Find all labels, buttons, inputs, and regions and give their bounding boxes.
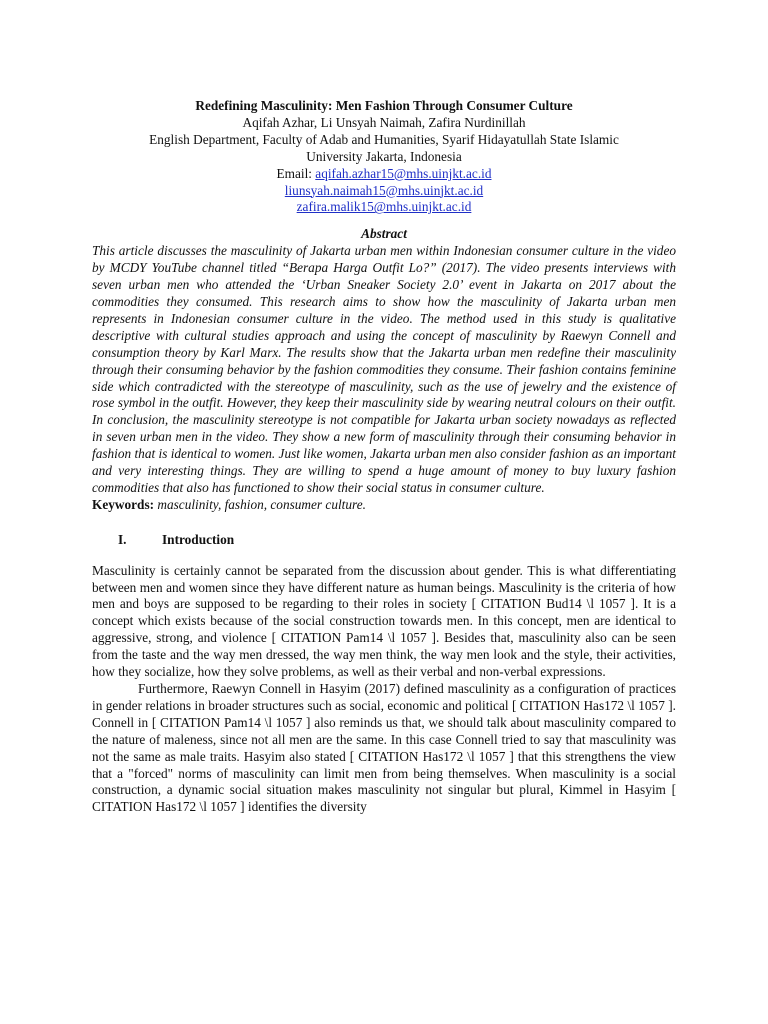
keywords-label: Keywords: (92, 496, 155, 512)
email-link-1[interactable]: aqifah.azhar15@mhs.uinjkt.ac.id (315, 165, 492, 181)
paper-title: Redefining Masculinity: Men Fashion Through Consumer Culture (195, 98, 573, 113)
paper-page (92, 98, 676, 816)
email-line (92, 166, 676, 183)
keywords-text: masculinity, fashion, consumer culture. (154, 496, 366, 512)
intro-paragraph-1: Masculinity is certainly cannot be separated from the discussion about gender. This is what differentiating between men and women since they have different nature as human beings. Masculinity is the criteria of how men and boys are supposed to be regarding to their roles in society [ CITATION Bud14 \l 1057 ]. It is a concept which exists because of the social construction towards men. In this concept, men are identical to aggressive, strong, and violence [ CITATION Pam14 \l 1057 ]. Besides that, masculinity also can be seen from the taste and the way men dressed, the way men think, the way men look and the style, their activities, how they socialize, how they solve problems, as well as their verbal and non-verbal expressions. (92, 562, 676, 680)
section-heading (92, 532, 676, 549)
author-list: Aqifah Azhar, Li Unsyah Naimah, Zafira Nurdinillah (242, 114, 526, 130)
affiliation-line-2: University Jakarta, Indonesia (306, 148, 462, 164)
abstract-body: This article discusses the masculinity of Jakarta urban men within Indonesian consumer culture in the video by MCDY YouTube channel titled “Berapa Harga Outfit Lo?” (2017). The video presents interviews with seven urban men who attended the ‘Urban Sneaker Society 2.0’ event in Jakarta on 2017 about the commodities they consumed. This research aims to show how the masculinity of Jakarta urban men represents in Indonesian consumer culture in the video. The method used in this study is qualitative descriptive with cultural studies approach and using the concept of masculinity by Raewyn Connell and consumption theory by Karl Marx. The results show that the Jakarta urban men redefine their masculinity through their consuming behavior by the fashion commodities they consume. Their fashion contains feminine side which contradicted with the stereotype of masculinity, such as the use of jewelry and the existence of rose symbol in the outfit. However, they keep their masculinity side by wearing neutral colours on their outfit. In conclusion, the masculinity stereotype is not compatible for Jakarta urban society nowadays as reflected in seven urban men in the video. They show a new form of masculinity through their consuming behavior in fashion that is identical to women. Just like women, Jakarta urban men also consider fashion as an important and very interesting things. They are willing to spend a huge amount of money to buy luxury fashion commodities that also has functioned to show their social status in consumer culture. (92, 243, 676, 495)
email-link-3[interactable]: zafira.malik15@mhs.uinjkt.ac.id (296, 199, 472, 215)
intro-paragraph-2: Furthermore, Raewyn Connell in Hasyim (2017) defined masculinity as a configuration of practices in gender relations in broader structures such as social, economic and political [ CITATION Has172 \l 1057 ]. Connell in [ CITATION Pam14 \l 1057 ] also reminds us that, we should talk about masculinity compared to the nature of maleness, since not all men are the same. In this case Connell tried to say that masculinity was not the same as male traits. Hasyim also stated [ CITATION Has172 \l 1057 ] that this strengthens the view that a "forced" norms of masculinity can limit men from being themselves. When masculinity is a social construction, a dynamic social situation makes masculinity not singular but plural, Kimmel in Hasyim [ CITATION Has172 \l 1057 ] identifies the diversity (92, 681, 676, 815)
email-label: Email: (276, 165, 316, 181)
affiliation-line-1: English Department, Faculty of Adab and Humanities, Syarif Hidayatullah State Islamic (149, 131, 619, 147)
abstract-heading: Abstract (361, 226, 407, 242)
section-number: I. (118, 531, 127, 547)
email-link-2[interactable]: liunsyah.naimah15@mhs.uinjkt.ac.id (284, 182, 484, 198)
section-title: Introduction (162, 531, 235, 547)
keywords-line (92, 497, 676, 514)
